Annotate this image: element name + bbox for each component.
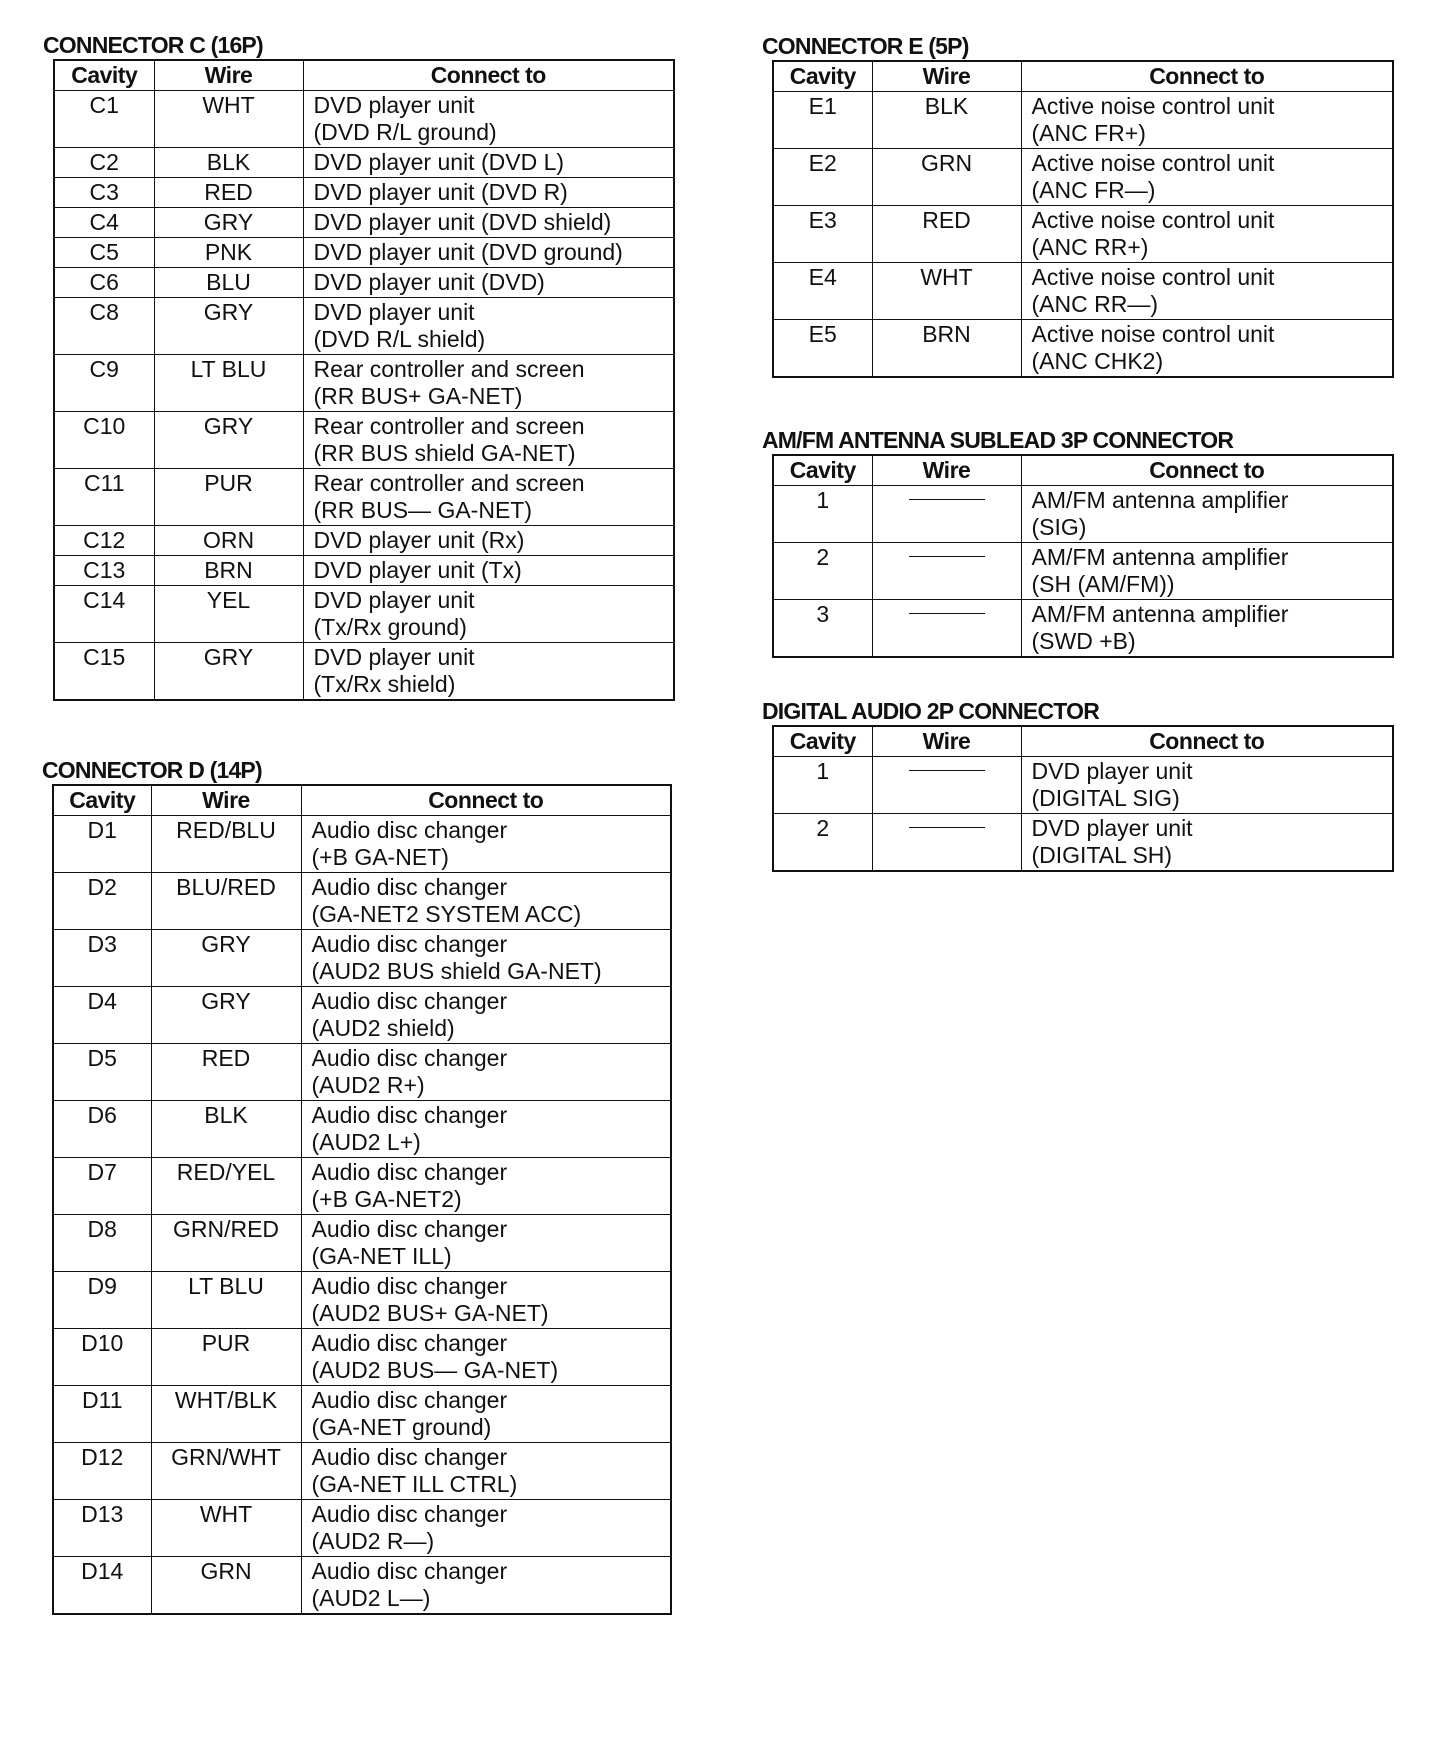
column-header-cavity: Cavity bbox=[773, 61, 872, 92]
table-row bbox=[773, 149, 1393, 206]
connect-to-line: AM/FM antenna amplifier bbox=[1031, 487, 1289, 513]
connector-table bbox=[772, 725, 1394, 872]
wire-cell: LT BLU bbox=[154, 355, 303, 412]
column-header-cavity: Cavity bbox=[53, 785, 151, 816]
connect-to-line: Active noise control unit bbox=[1031, 150, 1275, 176]
wire-cell: WHT bbox=[151, 1500, 301, 1557]
connect-to-line: (RR BUS+ GA-NET) bbox=[313, 383, 523, 409]
connect-to-line: DVD player unit (Tx) bbox=[313, 557, 522, 583]
connect-to-cell bbox=[301, 1101, 671, 1158]
wire-cell: LT BLU bbox=[151, 1272, 301, 1329]
cavity-cell: C1 bbox=[54, 91, 154, 148]
connector-e-section bbox=[762, 33, 1392, 378]
table-title: DIGITAL AUDIO 2P CONNECTOR bbox=[762, 698, 1100, 724]
connect-to-cell bbox=[303, 355, 674, 412]
wire-cell: BLU bbox=[154, 268, 303, 298]
table-row bbox=[54, 412, 674, 469]
connect-to-line: (AUD2 BUS+ GA-NET) bbox=[311, 1300, 549, 1326]
no-wire-dash bbox=[909, 499, 985, 500]
column-header-cavity: Cavity bbox=[54, 60, 154, 91]
table-row bbox=[54, 238, 674, 268]
column-header-connect-to: Connect to bbox=[1021, 61, 1393, 92]
connect-to-cell bbox=[1021, 263, 1393, 320]
connect-to-cell bbox=[301, 816, 671, 873]
connect-to-line: Audio disc changer bbox=[311, 1273, 508, 1299]
connect-to-line: DVD player unit (DVD shield) bbox=[313, 209, 612, 235]
connect-to-line: Active noise control unit bbox=[1031, 207, 1275, 233]
connect-to-line: (AUD2 L—) bbox=[311, 1585, 431, 1611]
column-header-cavity: Cavity bbox=[773, 455, 872, 486]
no-wire-dash bbox=[909, 556, 985, 557]
connect-to-cell bbox=[301, 1557, 671, 1615]
connect-to-line: (Tx/Rx shield) bbox=[313, 671, 456, 697]
connect-to-cell bbox=[303, 643, 674, 701]
connect-to-cell bbox=[303, 208, 674, 238]
connector-d-section bbox=[42, 757, 670, 1615]
column-header-wire: Wire bbox=[154, 60, 303, 91]
wire-cell: GRY bbox=[154, 412, 303, 469]
cavity-cell: 1 bbox=[773, 486, 872, 543]
connect-to-cell bbox=[303, 556, 674, 586]
connect-to-cell bbox=[1021, 92, 1393, 149]
cavity-cell: D6 bbox=[53, 1101, 151, 1158]
connect-to-line: (AUD2 BUS— GA-NET) bbox=[311, 1357, 559, 1383]
header-row bbox=[773, 61, 1393, 92]
wire-cell: ORN bbox=[154, 526, 303, 556]
connect-to-line: DVD player unit bbox=[313, 587, 475, 613]
cavity-cell: D10 bbox=[53, 1329, 151, 1386]
connect-to-cell bbox=[303, 268, 674, 298]
cavity-cell: D2 bbox=[53, 873, 151, 930]
connect-to-line: (DVD R/L ground) bbox=[313, 119, 497, 145]
wire-cell: GRN/RED bbox=[151, 1215, 301, 1272]
connect-to-cell bbox=[301, 987, 671, 1044]
table-row bbox=[773, 263, 1393, 320]
connect-to-cell bbox=[303, 412, 674, 469]
column-header-connect-to: Connect to bbox=[1021, 726, 1393, 757]
cavity-cell: C2 bbox=[54, 148, 154, 178]
connect-to-cell bbox=[301, 1443, 671, 1500]
cavity-cell: C9 bbox=[54, 355, 154, 412]
connect-to-line: (DVD R/L shield) bbox=[313, 326, 486, 352]
connect-to-cell bbox=[1021, 543, 1393, 600]
table-row bbox=[54, 469, 674, 526]
table-row bbox=[53, 1272, 671, 1329]
table-row bbox=[53, 1158, 671, 1215]
table-row bbox=[53, 873, 671, 930]
connect-to-line: AM/FM antenna amplifier bbox=[1031, 601, 1289, 627]
header-row bbox=[53, 785, 671, 816]
wire-cell: WHT bbox=[154, 91, 303, 148]
wire-cell: RED bbox=[154, 178, 303, 208]
wire-cell: GRY bbox=[151, 930, 301, 987]
cavity-cell: C10 bbox=[54, 412, 154, 469]
connect-to-line: (GA-NET2 SYSTEM ACC) bbox=[311, 901, 582, 927]
connector-table bbox=[772, 60, 1394, 378]
connect-to-cell bbox=[301, 930, 671, 987]
table-row bbox=[53, 930, 671, 987]
connect-to-cell bbox=[1021, 600, 1393, 658]
column-header-cavity: Cavity bbox=[773, 726, 872, 757]
connect-to-line: (AUD2 L+) bbox=[311, 1129, 421, 1155]
column-header-wire: Wire bbox=[872, 61, 1021, 92]
connect-to-line: (AUD2 R+) bbox=[311, 1072, 425, 1098]
connect-to-cell bbox=[301, 1044, 671, 1101]
connect-to-line: DVD player unit (DVD R) bbox=[313, 179, 568, 205]
connect-to-line: Audio disc changer bbox=[311, 1216, 508, 1242]
connect-to-cell bbox=[303, 298, 674, 355]
connector-table bbox=[772, 454, 1394, 658]
wire-cell: GRN bbox=[872, 149, 1021, 206]
connect-to-line: Rear controller and screen bbox=[313, 470, 585, 496]
wire-cell bbox=[872, 486, 1021, 543]
table-row bbox=[773, 814, 1393, 872]
connect-to-line: (ANC RR—) bbox=[1031, 291, 1158, 317]
connect-to-line: AM/FM antenna amplifier bbox=[1031, 544, 1289, 570]
connect-to-line: (ANC RR+) bbox=[1031, 234, 1149, 260]
connect-to-line: (GA-NET ILL CTRL) bbox=[311, 1471, 518, 1497]
connect-to-line: (ANC FR—) bbox=[1031, 177, 1156, 203]
cavity-cell: D9 bbox=[53, 1272, 151, 1329]
column-header-wire: Wire bbox=[151, 785, 301, 816]
cavity-cell: C13 bbox=[54, 556, 154, 586]
cavity-cell: E4 bbox=[773, 263, 872, 320]
connect-to-line: Audio disc changer bbox=[311, 1159, 508, 1185]
connect-to-line: (ANC CHK2) bbox=[1031, 348, 1164, 374]
connect-to-line: Active noise control unit bbox=[1031, 321, 1275, 347]
cavity-cell: E2 bbox=[773, 149, 872, 206]
table-row bbox=[54, 526, 674, 556]
cavity-cell: D14 bbox=[53, 1557, 151, 1615]
connect-to-line: (+B GA-NET2) bbox=[311, 1186, 462, 1212]
connect-to-line: (RR BUS shield GA-NET) bbox=[313, 440, 576, 466]
wire-cell: RED/BLU bbox=[151, 816, 301, 873]
table-title: CONNECTOR E (5P) bbox=[762, 33, 969, 59]
wire-cell: BLK bbox=[154, 148, 303, 178]
wire-cell bbox=[872, 757, 1021, 814]
connect-to-line: DVD player unit bbox=[1031, 758, 1193, 784]
connect-to-line: DVD player unit (Rx) bbox=[313, 527, 525, 553]
header-row bbox=[773, 726, 1393, 757]
cavity-cell: 2 bbox=[773, 814, 872, 872]
table-title: AM/FM ANTENNA SUBLEAD 3P CONNECTOR bbox=[762, 427, 1234, 453]
no-wire-dash bbox=[909, 613, 985, 614]
connect-to-cell bbox=[303, 469, 674, 526]
connect-to-line: (Tx/Rx ground) bbox=[313, 614, 467, 640]
wire-cell: BRN bbox=[872, 320, 1021, 378]
connect-to-line: Audio disc changer bbox=[311, 1045, 508, 1071]
connect-to-line: (GA-NET ILL) bbox=[311, 1243, 452, 1269]
cavity-cell: C8 bbox=[54, 298, 154, 355]
wire-cell: BLK bbox=[872, 92, 1021, 149]
wire-cell: WHT bbox=[872, 263, 1021, 320]
cavity-cell: D7 bbox=[53, 1158, 151, 1215]
connect-to-line: Audio disc changer bbox=[311, 1330, 508, 1356]
cavity-cell: D8 bbox=[53, 1215, 151, 1272]
wire-cell: PUR bbox=[154, 469, 303, 526]
table-row bbox=[53, 1329, 671, 1386]
connect-to-cell bbox=[1021, 149, 1393, 206]
connect-to-line: Audio disc changer bbox=[311, 1501, 508, 1527]
table-row bbox=[54, 556, 674, 586]
cavity-cell: 2 bbox=[773, 543, 872, 600]
connect-to-line: (SH (AM/FM)) bbox=[1031, 571, 1175, 597]
table-title: CONNECTOR C (16P) bbox=[43, 32, 263, 58]
wire-cell: RED/YEL bbox=[151, 1158, 301, 1215]
cavity-cell: C11 bbox=[54, 469, 154, 526]
connect-to-line: Audio disc changer bbox=[311, 1444, 508, 1470]
cavity-cell: C5 bbox=[54, 238, 154, 268]
connect-to-line: DVD player unit bbox=[1031, 815, 1193, 841]
table-row bbox=[53, 1215, 671, 1272]
table-row bbox=[54, 586, 674, 643]
connect-to-cell bbox=[301, 873, 671, 930]
connect-to-cell bbox=[1021, 486, 1393, 543]
connect-to-cell bbox=[303, 148, 674, 178]
connect-to-line: (ANC FR+) bbox=[1031, 120, 1146, 146]
connect-to-line: (SIG) bbox=[1031, 514, 1087, 540]
connect-to-line: DVD player unit bbox=[313, 644, 475, 670]
table-row bbox=[773, 206, 1393, 263]
table-row bbox=[53, 1101, 671, 1158]
cavity-cell: D3 bbox=[53, 930, 151, 987]
wire-cell: BLK bbox=[151, 1101, 301, 1158]
connect-to-line: DVD player unit (DVD) bbox=[313, 269, 545, 295]
table-row bbox=[54, 298, 674, 355]
connect-to-cell bbox=[1021, 206, 1393, 263]
column-header-connect-to: Connect to bbox=[301, 785, 671, 816]
table-row bbox=[54, 355, 674, 412]
wire-cell: GRY bbox=[151, 987, 301, 1044]
wire-cell bbox=[872, 814, 1021, 872]
wire-cell: RED bbox=[872, 206, 1021, 263]
table-row bbox=[53, 1386, 671, 1443]
table-row bbox=[54, 178, 674, 208]
table-row bbox=[773, 320, 1393, 378]
digital-audio-section bbox=[762, 698, 1392, 872]
cavity-cell: C4 bbox=[54, 208, 154, 238]
table-row bbox=[53, 816, 671, 873]
connect-to-cell bbox=[301, 1158, 671, 1215]
amfm-antenna-sublead-section bbox=[762, 427, 1392, 658]
connect-to-cell bbox=[301, 1500, 671, 1557]
connect-to-line: (RR BUS— GA-NET) bbox=[313, 497, 532, 523]
table-row bbox=[54, 643, 674, 701]
connector-table bbox=[53, 59, 675, 701]
table-row bbox=[53, 1044, 671, 1101]
wire-cell: RED bbox=[151, 1044, 301, 1101]
connect-to-line: (AUD2 shield) bbox=[311, 1015, 455, 1041]
wire-cell: YEL bbox=[154, 586, 303, 643]
connect-to-line: DVD player unit (DVD L) bbox=[313, 149, 565, 175]
connect-to-cell bbox=[301, 1329, 671, 1386]
connect-to-cell bbox=[1021, 757, 1393, 814]
cavity-cell: C15 bbox=[54, 643, 154, 701]
table-row bbox=[54, 208, 674, 238]
table-row bbox=[773, 600, 1393, 658]
cavity-cell: C6 bbox=[54, 268, 154, 298]
table-row bbox=[773, 92, 1393, 149]
cavity-cell: E5 bbox=[773, 320, 872, 378]
connect-to-line: DVD player unit bbox=[313, 92, 475, 118]
connect-to-line: Active noise control unit bbox=[1031, 264, 1275, 290]
wire-cell bbox=[872, 543, 1021, 600]
table-row bbox=[54, 268, 674, 298]
connect-to-cell bbox=[301, 1272, 671, 1329]
connect-to-line: (SWD +B) bbox=[1031, 628, 1136, 654]
connect-to-line: Audio disc changer bbox=[311, 931, 508, 957]
wire-cell: BLU/RED bbox=[151, 873, 301, 930]
cavity-cell: D4 bbox=[53, 987, 151, 1044]
cavity-cell: D11 bbox=[53, 1386, 151, 1443]
column-header-wire: Wire bbox=[872, 726, 1021, 757]
wire-cell: GRN bbox=[151, 1557, 301, 1615]
table-row bbox=[773, 757, 1393, 814]
connect-to-line: (+B GA-NET) bbox=[311, 844, 449, 870]
cavity-cell: E3 bbox=[773, 206, 872, 263]
cavity-cell: 1 bbox=[773, 757, 872, 814]
connect-to-line: Active noise control unit bbox=[1031, 93, 1275, 119]
table-row bbox=[53, 1443, 671, 1500]
header-row bbox=[54, 60, 674, 91]
no-wire-dash bbox=[909, 827, 985, 828]
wire-cell: GRY bbox=[154, 298, 303, 355]
column-header-wire: Wire bbox=[872, 455, 1021, 486]
column-header-connect-to: Connect to bbox=[303, 60, 674, 91]
cavity-cell: C12 bbox=[54, 526, 154, 556]
cavity-cell: D5 bbox=[53, 1044, 151, 1101]
connect-to-cell bbox=[1021, 320, 1393, 378]
connect-to-line: (AUD2 R—) bbox=[311, 1528, 435, 1554]
wire-cell: BRN bbox=[154, 556, 303, 586]
wire-cell: GRN/WHT bbox=[151, 1443, 301, 1500]
connect-to-line: (GA-NET ground) bbox=[311, 1414, 492, 1440]
wire-cell: WHT/BLK bbox=[151, 1386, 301, 1443]
connect-to-line: Audio disc changer bbox=[311, 1387, 508, 1413]
connect-to-cell bbox=[301, 1386, 671, 1443]
cavity-cell: C3 bbox=[54, 178, 154, 208]
table-title: CONNECTOR D (14P) bbox=[42, 757, 262, 783]
cavity-cell: 3 bbox=[773, 600, 872, 658]
connect-to-line: (DIGITAL SH) bbox=[1031, 842, 1173, 868]
connect-to-line: (DIGITAL SIG) bbox=[1031, 785, 1180, 811]
connect-to-cell bbox=[1021, 814, 1393, 872]
connect-to-line: DVD player unit bbox=[313, 299, 475, 325]
connect-to-line: Rear controller and screen bbox=[313, 356, 585, 382]
connect-to-line: Audio disc changer bbox=[311, 988, 508, 1014]
cavity-cell: D12 bbox=[53, 1443, 151, 1500]
cavity-cell: D13 bbox=[53, 1500, 151, 1557]
table-row bbox=[54, 91, 674, 148]
cavity-cell: D1 bbox=[53, 816, 151, 873]
connect-to-line: Audio disc changer bbox=[311, 817, 508, 843]
connect-to-line: (AUD2 BUS shield GA-NET) bbox=[311, 958, 602, 984]
header-row bbox=[773, 455, 1393, 486]
wire-cell: GRY bbox=[154, 643, 303, 701]
connector-c-section bbox=[43, 32, 673, 701]
wire-cell: PNK bbox=[154, 238, 303, 268]
connect-to-cell bbox=[301, 1215, 671, 1272]
connect-to-cell bbox=[303, 238, 674, 268]
column-header-connect-to: Connect to bbox=[1021, 455, 1393, 486]
connect-to-cell bbox=[303, 526, 674, 556]
connect-to-line: Audio disc changer bbox=[311, 1102, 508, 1128]
table-row bbox=[53, 1500, 671, 1557]
connect-to-line: Rear controller and screen bbox=[313, 413, 585, 439]
wire-cell bbox=[872, 600, 1021, 658]
connect-to-line: Audio disc changer bbox=[311, 874, 508, 900]
table-row bbox=[53, 987, 671, 1044]
table-row bbox=[773, 543, 1393, 600]
connect-to-cell bbox=[303, 91, 674, 148]
table-row bbox=[53, 1557, 671, 1615]
wire-cell: PUR bbox=[151, 1329, 301, 1386]
table-row bbox=[54, 148, 674, 178]
connect-to-line: Audio disc changer bbox=[311, 1558, 508, 1584]
cavity-cell: C14 bbox=[54, 586, 154, 643]
connect-to-line: DVD player unit (DVD ground) bbox=[313, 239, 623, 265]
cavity-cell: E1 bbox=[773, 92, 872, 149]
no-wire-dash bbox=[909, 770, 985, 771]
connector-table bbox=[52, 784, 672, 1615]
wire-cell: GRY bbox=[154, 208, 303, 238]
table-row bbox=[773, 486, 1393, 543]
connect-to-cell bbox=[303, 586, 674, 643]
connect-to-cell bbox=[303, 178, 674, 208]
